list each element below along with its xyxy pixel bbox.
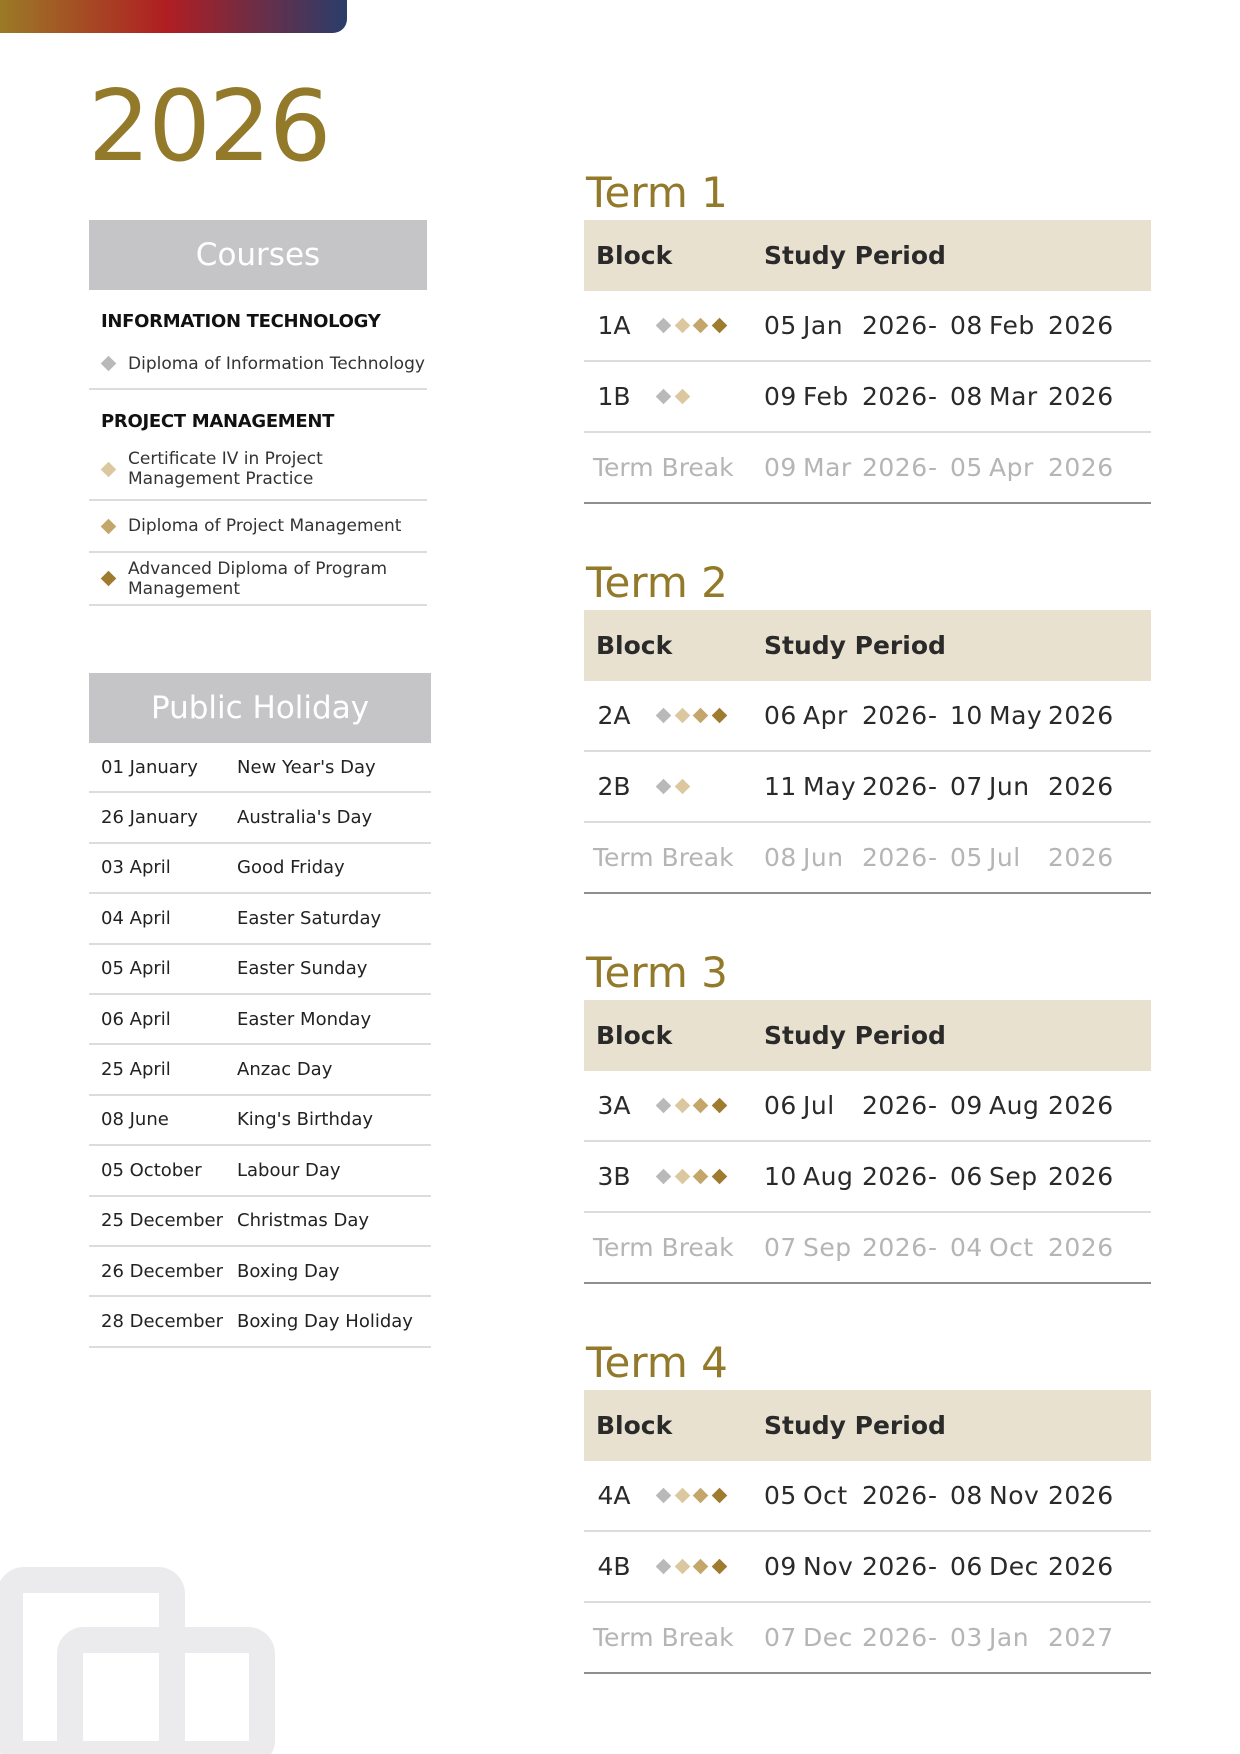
course-diamond-icon <box>711 1559 727 1575</box>
month: Aug <box>989 1091 1040 1120</box>
day: 06 <box>950 1552 983 1581</box>
year: 2026 <box>862 382 928 411</box>
course-diamond-icon <box>711 1488 727 1504</box>
month: Apr <box>989 453 1034 482</box>
course-item <box>89 339 427 390</box>
grey-diamond-icon <box>101 356 117 372</box>
day: 05 <box>764 311 797 340</box>
year: 2026 <box>1048 1162 1114 1191</box>
day: 08 <box>950 311 983 340</box>
course-item-label: Diploma of Project Management <box>128 516 402 536</box>
holiday-date: 06 April <box>101 1008 171 1030</box>
month: Aug <box>803 1162 854 1191</box>
holiday-name: Boxing Day Holiday <box>237 1310 413 1332</box>
term-table-header <box>584 1000 1151 1071</box>
day: 06 <box>764 1091 797 1120</box>
year: 2026 <box>1048 453 1114 482</box>
day: 10 <box>950 701 983 730</box>
day: 07 <box>764 1623 797 1652</box>
holiday-row <box>89 945 431 995</box>
holiday-row <box>89 1297 431 1347</box>
year: 2026 <box>862 1623 928 1652</box>
day: 09 <box>764 382 797 411</box>
block-label: 3A <box>597 1091 631 1120</box>
month: Sep <box>989 1162 1038 1191</box>
term-break-row <box>584 823 1151 894</box>
month: Nov <box>803 1552 854 1581</box>
course-category-title: PROJECT MANAGEMENT <box>101 411 335 432</box>
date-separator: - <box>928 701 938 730</box>
holiday-date: 05 October <box>101 1159 202 1181</box>
year: 2027 <box>1048 1623 1114 1652</box>
term-break-row <box>584 1603 1151 1674</box>
course-diamond-icon <box>693 318 709 334</box>
month: Jun <box>803 843 844 872</box>
block-label: Term Break <box>593 843 734 872</box>
year: 2026 <box>862 453 928 482</box>
block-label: 4A <box>597 1481 631 1510</box>
course-diamond-icon <box>674 1559 690 1575</box>
day: 06 <box>764 701 797 730</box>
course-diamond-icon <box>693 708 709 724</box>
public-holiday-header: Public Holiday <box>89 673 431 743</box>
holiday-name: Boxing Day <box>237 1260 340 1282</box>
holiday-date: 08 June <box>101 1109 169 1131</box>
year: 2026 <box>862 772 928 801</box>
holiday-date: 25 December <box>101 1210 223 1232</box>
course-diamond-icon <box>656 1488 672 1504</box>
course-diamond-icon <box>674 779 690 795</box>
study-period-dates <box>764 1162 1114 1191</box>
year: 2026 <box>862 701 928 730</box>
month: Sep <box>803 1233 852 1262</box>
month: Apr <box>803 701 848 730</box>
day: 05 <box>764 1481 797 1510</box>
year: 2026 <box>1048 772 1114 801</box>
date-separator: - <box>928 311 938 340</box>
month: Jul <box>803 1091 835 1120</box>
holiday-name: Australia's Day <box>237 807 373 829</box>
day: 07 <box>764 1233 797 1262</box>
course-diamonds <box>644 391 764 402</box>
term-break-row <box>584 1213 1151 1284</box>
course-diamond-icon <box>674 389 690 405</box>
term-title: Term 3 <box>586 948 728 997</box>
holiday-name: Easter Monday <box>237 1008 372 1030</box>
day: 07 <box>950 772 983 801</box>
course-diamond-icon <box>656 389 672 405</box>
course-item-label: Advanced Diploma of Program Management <box>128 558 388 599</box>
month: Oct <box>989 1233 1034 1262</box>
block-label: 2A <box>597 701 631 730</box>
day: 05 <box>950 453 983 482</box>
course-diamond-icon <box>693 1559 709 1575</box>
day: 08 <box>950 1481 983 1510</box>
course-diamond-icon <box>674 318 690 334</box>
date-separator: - <box>928 772 938 801</box>
month: Dec <box>803 1623 853 1652</box>
course-diamonds <box>644 1100 764 1111</box>
course-diamonds <box>644 1171 764 1182</box>
month: Oct <box>803 1481 848 1510</box>
year: 2026 <box>1048 701 1114 730</box>
course-diamond-icon <box>693 1098 709 1114</box>
holiday-date: 03 April <box>101 857 171 879</box>
beige-diamond-icon <box>101 461 117 477</box>
courses-header: Courses <box>89 220 427 290</box>
date-separator: - <box>928 1162 938 1191</box>
date-separator: - <box>928 1091 938 1120</box>
year: 2026 <box>1048 843 1114 872</box>
block-row <box>584 291 1151 362</box>
holiday-row <box>89 743 431 793</box>
year: 2026 <box>862 1552 928 1581</box>
course-diamond-icon <box>693 1169 709 1185</box>
holiday-name: Easter Sunday <box>237 958 368 980</box>
holiday-row <box>89 1197 431 1247</box>
study-period-dates <box>764 453 1114 482</box>
courses-list <box>89 290 427 606</box>
study-period-dates <box>764 311 1114 340</box>
term-table <box>584 1338 1151 1674</box>
holiday-row <box>89 1146 431 1196</box>
course-diamond-icon <box>674 708 690 724</box>
holiday-row <box>89 793 431 843</box>
page-title: 2026 <box>88 70 330 184</box>
month: Jan <box>989 1623 1030 1652</box>
date-separator: - <box>928 382 938 411</box>
date-separator: - <box>928 1623 938 1652</box>
term-table <box>584 948 1151 1284</box>
term-title: Term 2 <box>586 558 728 607</box>
holiday-date: 01 January <box>101 756 198 778</box>
course-diamond-icon <box>711 318 727 334</box>
block-row <box>584 1461 1151 1532</box>
term-break-row <box>584 433 1151 504</box>
holiday-name: New Year's Day <box>237 756 376 778</box>
course-diamond-icon <box>656 1559 672 1575</box>
study-period-dates <box>764 1552 1114 1581</box>
brand-gradient-bar <box>0 0 347 33</box>
month: Mar <box>803 453 852 482</box>
holiday-name: Good Friday <box>237 857 345 879</box>
holiday-date: 04 April <box>101 907 171 929</box>
month: Mar <box>989 382 1038 411</box>
study-period-column-header: Study Period <box>764 241 946 270</box>
date-separator: - <box>928 1481 938 1510</box>
block-label: Term Break <box>593 453 734 482</box>
year: 2026 <box>862 1091 928 1120</box>
course-item-label: Diploma of Information Technology <box>128 353 425 374</box>
month: Jul <box>989 843 1021 872</box>
block-row <box>584 1142 1151 1213</box>
holiday-name: King's Birthday <box>237 1109 374 1131</box>
block-row <box>584 752 1151 823</box>
study-period-dates <box>764 1623 1114 1652</box>
day: 11 <box>764 772 797 801</box>
month: Feb <box>989 311 1035 340</box>
gold-diamond-icon <box>101 571 117 587</box>
block-label: 1B <box>597 382 631 411</box>
study-period-dates <box>764 843 1114 872</box>
tan-diamond-icon <box>101 518 117 534</box>
course-diamond-icon <box>711 708 727 724</box>
year: 2026 <box>1048 1233 1114 1262</box>
course-diamond-icon <box>656 1169 672 1185</box>
month: May <box>803 772 857 801</box>
holiday-name: Labour Day <box>237 1159 341 1181</box>
study-period-column-header: Study Period <box>764 631 946 660</box>
holiday-date: 26 December <box>101 1260 223 1282</box>
study-period-dates <box>764 1233 1114 1262</box>
study-period-dates <box>764 772 1114 801</box>
holiday-row <box>89 1045 431 1095</box>
term-title: Term 4 <box>586 1338 728 1387</box>
block-row <box>584 1071 1151 1142</box>
year: 2026 <box>1048 1552 1114 1581</box>
day: 09 <box>950 1091 983 1120</box>
year: 2026 <box>862 843 928 872</box>
course-diamond-icon <box>656 779 672 795</box>
date-separator: - <box>928 453 938 482</box>
date-separator: - <box>928 843 938 872</box>
date-separator: - <box>928 1233 938 1262</box>
study-period-column-header: Study Period <box>764 1411 946 1440</box>
block-label: 2B <box>597 772 631 801</box>
block-label: Term Break <box>593 1233 734 1262</box>
block-label: Term Break <box>593 1623 734 1652</box>
course-diamond-icon <box>674 1488 690 1504</box>
year: 2026 <box>1048 382 1114 411</box>
block-column-header: Block <box>596 631 673 660</box>
year: 2026 <box>1048 1481 1114 1510</box>
course-diamonds <box>644 1561 764 1572</box>
day: 08 <box>950 382 983 411</box>
course-item <box>89 501 427 553</box>
study-period-dates <box>764 701 1114 730</box>
day: 08 <box>764 843 797 872</box>
block-label: 4B <box>597 1552 631 1581</box>
course-diamonds <box>644 320 764 331</box>
month: Dec <box>989 1552 1039 1581</box>
course-item <box>89 439 427 501</box>
course-item-label: Certificate IV in Project Management Practice <box>128 449 323 489</box>
study-period-dates <box>764 1091 1114 1120</box>
term-table-header <box>584 1390 1151 1461</box>
course-diamond-icon <box>656 318 672 334</box>
day: 10 <box>764 1162 797 1191</box>
block-column-header: Block <box>596 241 673 270</box>
block-row <box>584 1532 1151 1603</box>
year: 2026 <box>1048 1091 1114 1120</box>
block-label: 3B <box>597 1162 631 1191</box>
term-table-header <box>584 610 1151 681</box>
year: 2026 <box>862 1233 928 1262</box>
holiday-row <box>89 894 431 944</box>
course-diamond-icon <box>711 1098 727 1114</box>
day: 06 <box>950 1162 983 1191</box>
holiday-name: Christmas Day <box>237 1210 370 1232</box>
study-period-column-header: Study Period <box>764 1021 946 1050</box>
course-diamond-icon <box>656 1098 672 1114</box>
month: May <box>989 701 1043 730</box>
month: Jan <box>803 311 844 340</box>
year: 2026 <box>862 1162 928 1191</box>
holiday-date: 25 April <box>101 1059 171 1081</box>
course-diamonds <box>644 1490 764 1501</box>
study-period-dates <box>764 382 1114 411</box>
logo-watermark-icon <box>0 1560 300 1754</box>
block-row <box>584 362 1151 433</box>
holiday-row <box>89 995 431 1045</box>
course-diamond-icon <box>693 1488 709 1504</box>
course-diamond-icon <box>711 1169 727 1185</box>
course-diamonds <box>644 710 764 721</box>
year: 2026 <box>1048 311 1114 340</box>
month: Feb <box>803 382 849 411</box>
block-column-header: Block <box>596 1021 673 1050</box>
holiday-date: 26 January <box>101 807 198 829</box>
day: 04 <box>950 1233 983 1262</box>
holiday-row <box>89 1247 431 1297</box>
month: Nov <box>989 1481 1040 1510</box>
year: 2026 <box>862 1481 928 1510</box>
day: 09 <box>764 1552 797 1581</box>
holiday-name: Easter Saturday <box>237 907 382 929</box>
date-separator: - <box>928 1552 938 1581</box>
month: Jun <box>989 772 1030 801</box>
public-holiday-list <box>89 743 431 1348</box>
course-diamond-icon <box>674 1169 690 1185</box>
term-table-header <box>584 220 1151 291</box>
course-category-title: INFORMATION TECHNOLOGY <box>101 311 381 332</box>
holiday-date: 28 December <box>101 1310 223 1332</box>
day: 05 <box>950 843 983 872</box>
term-title: Term 1 <box>586 168 728 217</box>
block-row <box>584 681 1151 752</box>
day: 03 <box>950 1623 983 1652</box>
course-item <box>89 553 427 606</box>
study-period-dates <box>764 1481 1114 1510</box>
day: 09 <box>764 453 797 482</box>
block-column-header: Block <box>596 1411 673 1440</box>
holiday-date: 05 April <box>101 958 171 980</box>
course-diamond-icon <box>656 708 672 724</box>
holiday-row <box>89 1096 431 1146</box>
term-table <box>584 558 1151 894</box>
course-diamond-icon <box>674 1098 690 1114</box>
term-table <box>584 168 1151 504</box>
course-diamonds <box>644 781 764 792</box>
block-label: 1A <box>597 311 631 340</box>
year: 2026 <box>862 311 928 340</box>
holiday-row <box>89 844 431 894</box>
holiday-name: Anzac Day <box>237 1059 333 1081</box>
